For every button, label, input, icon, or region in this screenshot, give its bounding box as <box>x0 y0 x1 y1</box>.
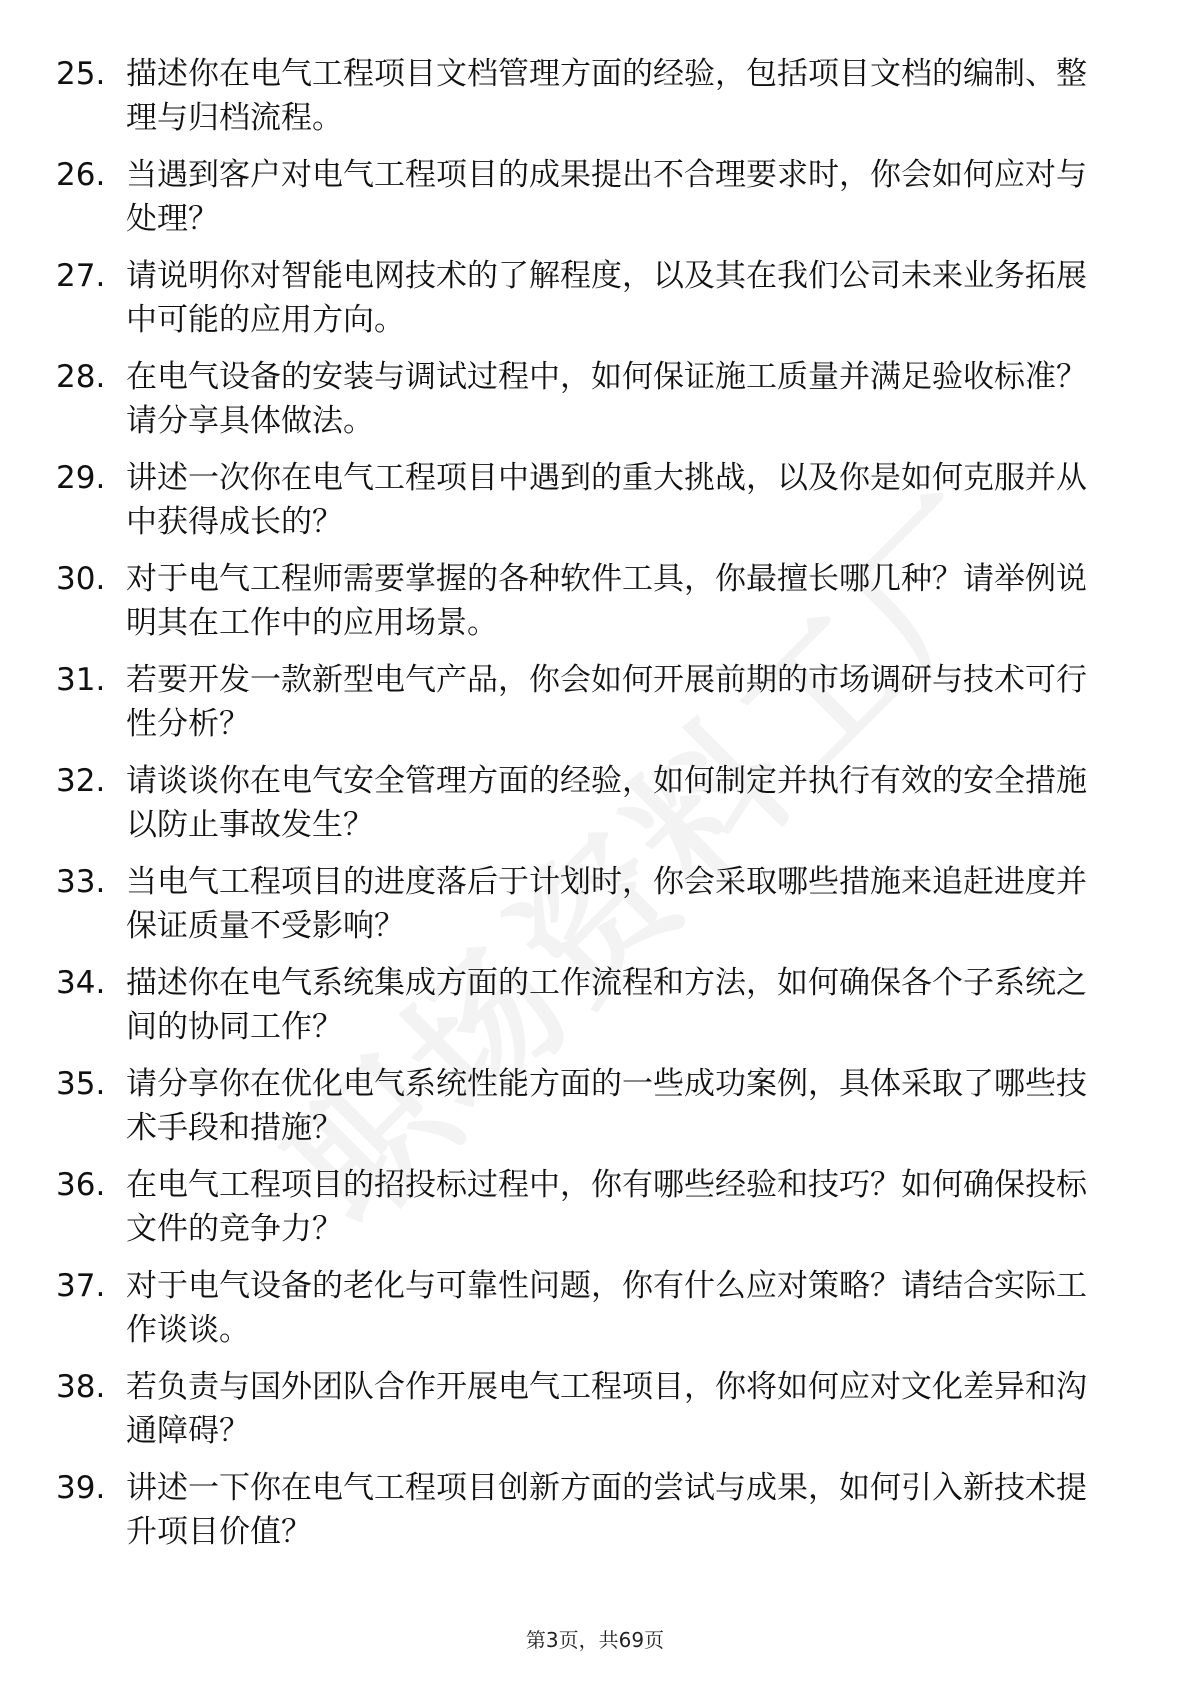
question-number: 33. <box>56 864 106 900</box>
question-item <box>56 1163 1106 1251</box>
question-text: 当遇到客户对电气工程项目的成果提出不合理要求时，你会如何应对与处理？ <box>126 157 1087 237</box>
question-text: 请谈谈你在电气安全管理方面的经验，如何制定并执行有效的安全措施以防止事故发生？ <box>126 763 1087 843</box>
question-text: 请说明你对智能电网技术的了解程度，以及其在我们公司未来业务拓展中可能的应用方向。 <box>126 258 1087 338</box>
question-number: 29. <box>56 460 106 496</box>
question-number: 25. <box>56 56 106 92</box>
question-item <box>56 1365 1106 1453</box>
question-item <box>56 1466 1106 1554</box>
question-item <box>56 860 1106 948</box>
question-number: 39. <box>56 1470 106 1506</box>
question-item <box>56 759 1106 847</box>
question-text: 描述你在电气系统集成方面的工作流程和方法，如何确保各个子系统之间的协同工作？ <box>126 965 1087 1045</box>
question-text: 请分享你在优化电气系统性能方面的一些成功案例，具体采取了哪些技术手段和措施？ <box>126 1066 1087 1146</box>
question-number: 28. <box>56 359 106 395</box>
question-item <box>56 961 1106 1049</box>
question-text: 对于电气设备的老化与可靠性问题，你有什么应对策略？请结合实际工作谈谈。 <box>126 1268 1087 1348</box>
question-text: 在电气工程项目的招投标过程中，你有哪些经验和技巧？如何确保投标文件的竞争力？ <box>126 1167 1087 1247</box>
question-number: 37. <box>56 1268 106 1304</box>
question-item <box>56 1264 1106 1352</box>
question-item <box>56 1062 1106 1150</box>
question-item <box>56 557 1106 645</box>
question-item <box>56 254 1106 342</box>
question-number: 35. <box>56 1066 106 1102</box>
question-text: 描述你在电气工程项目文档管理方面的经验，包括项目文档的编制、整理与归档流程。 <box>126 56 1087 136</box>
page-number-footer: 第3页，共69页 <box>525 1628 665 1652</box>
question-number: 34. <box>56 965 106 1001</box>
question-text: 讲述一下你在电气工程项目创新方面的尝试与成果，如何引入新技术提升项目价值？ <box>126 1470 1087 1550</box>
question-item <box>56 658 1106 746</box>
question-item <box>56 153 1106 241</box>
question-number: 31. <box>56 662 106 698</box>
question-number: 30. <box>56 561 106 597</box>
question-item <box>56 456 1106 544</box>
question-text: 若负责与国外团队合作开展电气工程项目，你将如何应对文化差异和沟通障碍？ <box>126 1369 1087 1449</box>
question-text: 当电气工程项目的进度落后于计划时，你会采取哪些措施来追赶进度并保证质量不受影响？ <box>126 864 1087 944</box>
question-number: 36. <box>56 1167 106 1203</box>
question-text: 对于电气工程师需要掌握的各种软件工具，你最擅长哪几种？请举例说明其在工作中的应用场景。 <box>126 561 1087 641</box>
question-list <box>56 52 1106 1567</box>
question-text: 若要开发一款新型电气产品，你会如何开展前期的市场调研与技术可行性分析？ <box>126 662 1087 742</box>
question-number: 32. <box>56 763 106 799</box>
question-number: 38. <box>56 1369 106 1405</box>
question-number: 26. <box>56 157 106 193</box>
question-text: 讲述一次你在电气工程项目中遇到的重大挑战，以及你是如何克服并从中获得成长的？ <box>126 460 1087 540</box>
question-item <box>56 52 1106 140</box>
question-item <box>56 355 1106 443</box>
question-text: 在电气设备的安装与调试过程中，如何保证施工质量并满足验收标准？请分享具体做法。 <box>126 359 1087 439</box>
question-number: 27. <box>56 258 106 294</box>
